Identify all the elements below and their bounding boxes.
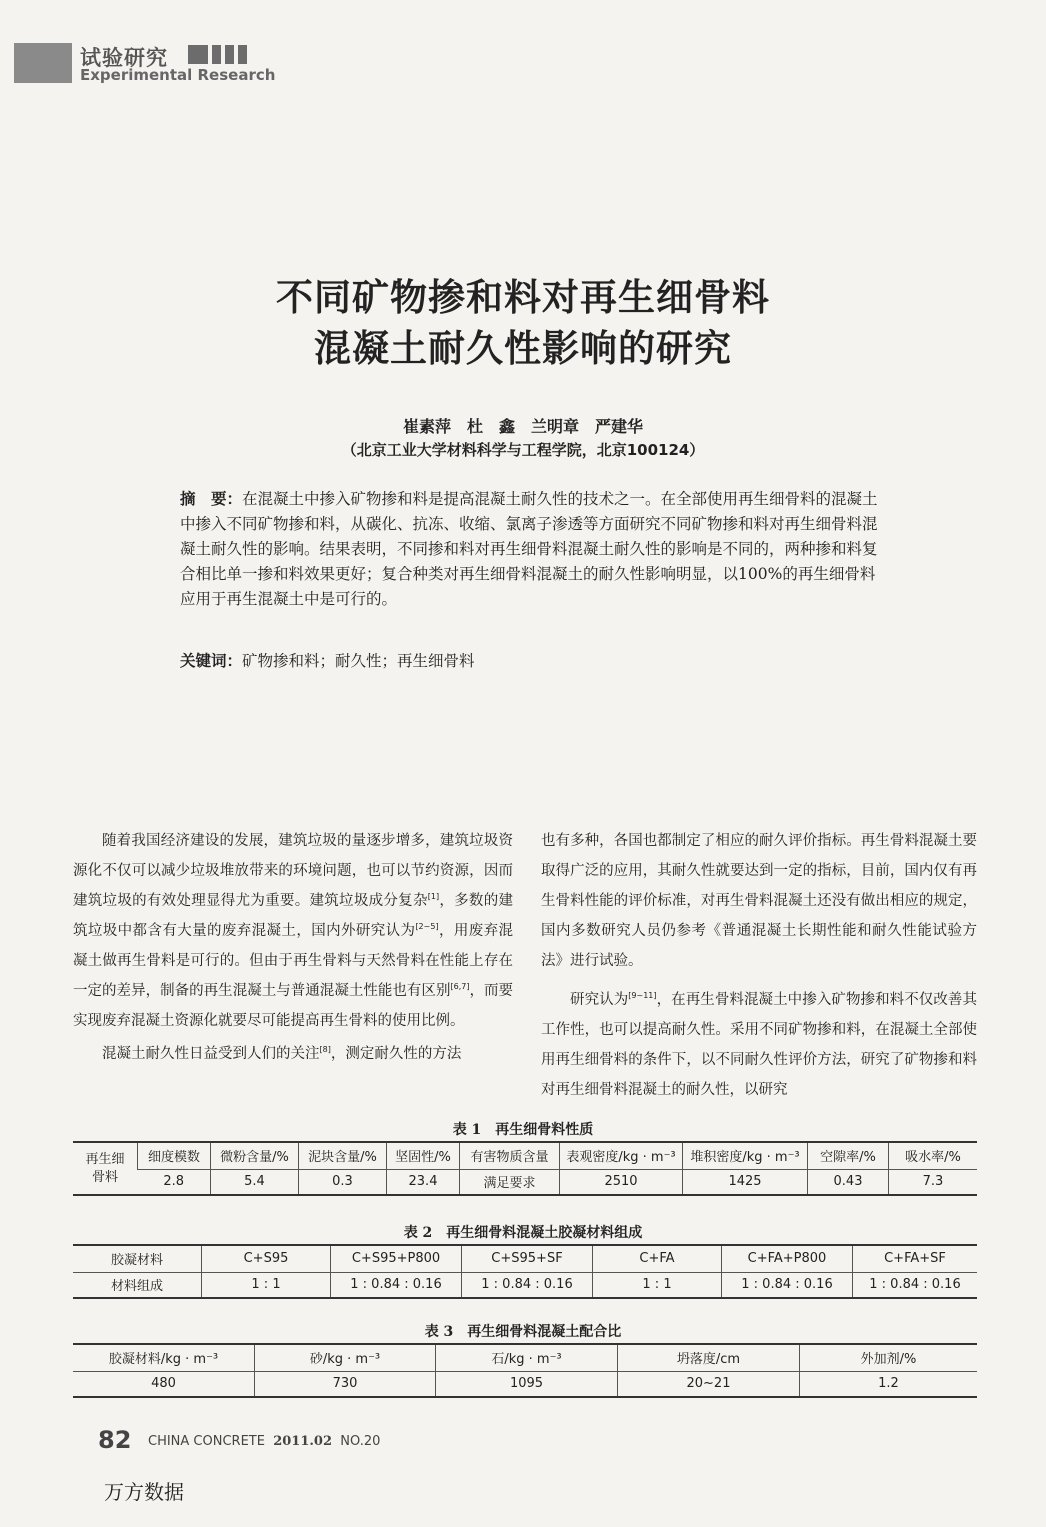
table-header: 外加剂/% bbox=[800, 1344, 978, 1371]
table-header: 泥块含量/% bbox=[299, 1142, 387, 1169]
article-title bbox=[0, 272, 1046, 374]
table1-caption: 表 1 再生细骨料性质 bbox=[452, 1122, 594, 1138]
table-header: 吸水率/% bbox=[889, 1142, 978, 1169]
table-cell: C+S95 bbox=[202, 1245, 331, 1272]
table-header: 有害物质含量 bbox=[460, 1142, 560, 1169]
paragraph: 混凝土耐久性日益受到人们的关注[8]，测定耐久性的方法 bbox=[102, 1045, 462, 1062]
keywords-label: 关键词： bbox=[180, 652, 243, 670]
paragraph: 研究认为[9~11]，在再生骨料混凝土中掺入矿物掺和料不仅改善其工作性，也可以提高耐久性。采用不同矿物掺和料，在混凝土全部使用再生细骨料的条件下，以不同耐久性评价方法，研究了矿物掺和料对再生细骨料混凝土的耐久性，以研究 bbox=[541, 991, 978, 1098]
table-header: 坚固性/% bbox=[387, 1142, 460, 1169]
paragraph: 也有多种，各国也都制定了相应的耐久评价指标。再生骨料混凝土要取得广泛的应用，其耐久性就要达到一定的指标，目前，国内仅有再生骨料性能的评价标准，对再生骨料混凝土还没有做出相应的规定，国内多数研究人员仍参考《普通混凝土长期性能和耐久性能试验方法》进行试验。 bbox=[541, 833, 977, 969]
table-cell: 1.2 bbox=[800, 1371, 978, 1397]
table-header: 砂/kg · m⁻³ bbox=[255, 1344, 436, 1371]
table-cell: 7.3 bbox=[889, 1169, 978, 1195]
body-column-right bbox=[541, 826, 977, 1105]
abstract bbox=[180, 487, 880, 612]
abstract-text: 在混凝土中掺入矿物掺和料是提高混凝土耐久性的技术之一。在全部使用再生细骨料的混凝土中掺入不同矿物掺和料，从碳化、抗冻、收缩、氯离子渗透等方面研究不同矿物掺和料对再生细骨料混凝土耐久性的影响。结果表明，不同掺和料对再生细骨料混凝土耐久性的影响是不同的，两种掺和料复合相比单一掺和料效果更好；复合种类对再生细骨料混凝土的耐久性影响明显，以100%的再生细骨料应用于再生混凝土中是可行的。 bbox=[180, 490, 878, 608]
title-line-1: 不同矿物掺和料对再生细骨料 bbox=[276, 276, 770, 319]
journal-issue: 2011.02 bbox=[273, 1434, 333, 1449]
citation: [1] bbox=[427, 892, 440, 902]
table-cell: C+FA bbox=[593, 1245, 722, 1272]
table-header: 胶凝材料/kg · m⁻³ bbox=[73, 1344, 255, 1371]
table-header: 细度模数 bbox=[138, 1142, 211, 1169]
table2-caption: 表 2 再生细骨料混凝土胶凝材料组成 bbox=[403, 1225, 643, 1241]
table1-row-label: 再生细骨料 bbox=[85, 1151, 125, 1185]
table-cell: C+S95+SF bbox=[462, 1245, 593, 1272]
table1 bbox=[73, 1141, 977, 1196]
paragraph: 随着我国经济建设的发展，建筑垃圾的量逐步增多，建筑垃圾资源化不仅可以减少垃圾堆放带来的环境问题，也可以节约资源，因而建筑垃圾的有效处理显得尤为重要。建筑垃圾成分复杂[1]，多数的建筑垃圾中都含有大量的废弃混凝土，国内外研究认为[2~5]，用废弃混凝土做再生骨料是可行的。但由于再生骨料与天然骨料在性能上存在一定的差异，制备的再生混凝土与普通混凝土性能也有区别[6,7]，而要实现废弃混凝土资源化就要尽可能提高再生骨料的使用比例。 bbox=[73, 833, 514, 1029]
table-header: 胶凝材料 bbox=[73, 1245, 202, 1272]
table-cell: 1425 bbox=[683, 1169, 808, 1195]
table-cell: 1 : 0.84 : 0.16 bbox=[331, 1272, 462, 1298]
table-cell: 1 : 1 bbox=[593, 1272, 722, 1298]
table-cell: 5.4 bbox=[211, 1169, 299, 1195]
keywords-text: 矿物掺和料；耐久性；再生细骨料 bbox=[242, 652, 475, 670]
table-cell: 1 : 1 bbox=[202, 1272, 331, 1298]
table-header: 微粉含量/% bbox=[211, 1142, 299, 1169]
affiliation: （北京工业大学材料科学与工程学院，北京100124） bbox=[341, 441, 705, 459]
table-cell: C+FA+P800 bbox=[722, 1245, 853, 1272]
citation: [8] bbox=[319, 1045, 331, 1055]
header-bar bbox=[14, 43, 72, 83]
journal-info bbox=[148, 1434, 380, 1449]
body-column-left bbox=[73, 826, 513, 1069]
title-line-2: 混凝土耐久性影响的研究 bbox=[314, 327, 732, 370]
table-header: 石/kg · m⁻³ bbox=[436, 1344, 618, 1371]
table-cell: 2.8 bbox=[163, 1174, 185, 1190]
table2 bbox=[73, 1244, 977, 1299]
watermark: 万方数据 bbox=[104, 1480, 184, 1504]
journal-number: NO.20 bbox=[340, 1434, 381, 1449]
table-header: 空隙率/% bbox=[808, 1142, 889, 1169]
abstract-label: 摘 要： bbox=[180, 490, 243, 508]
table-cell: 23.4 bbox=[387, 1169, 460, 1195]
page-number: 82 bbox=[98, 1426, 132, 1454]
table-cell: 730 bbox=[255, 1371, 436, 1397]
table-cell: 满足要求 bbox=[460, 1169, 560, 1195]
table-header: 表观密度/kg · m⁻³ bbox=[560, 1142, 683, 1169]
section-title-en: Experimental Research bbox=[80, 66, 276, 84]
table-cell: 1095 bbox=[436, 1371, 618, 1397]
table-cell: 20~21 bbox=[618, 1371, 800, 1397]
table-cell: 1 : 0.84 : 0.16 bbox=[462, 1272, 593, 1298]
table-cell: C+S95+P800 bbox=[331, 1245, 462, 1272]
citation: [9~11] bbox=[628, 991, 657, 1001]
table3 bbox=[73, 1343, 977, 1398]
authors: 崔素萍 杜 鑫 兰明章 严建华 bbox=[402, 417, 643, 436]
keywords bbox=[180, 649, 880, 674]
table-cell: 2510 bbox=[560, 1169, 683, 1195]
citation: [6,7] bbox=[450, 982, 470, 992]
table-header: 坍落度/cm bbox=[618, 1344, 800, 1371]
table3-caption: 表 3 再生细骨料混凝土配合比 bbox=[424, 1324, 622, 1340]
table-cell: 1 : 0.84 : 0.16 bbox=[722, 1272, 853, 1298]
table-header: 材料组成 bbox=[110, 1279, 163, 1295]
table-cell: 0.3 bbox=[299, 1169, 387, 1195]
journal-name: CHINA CONCRETE bbox=[148, 1434, 265, 1449]
table-header: 堆积密度/kg · m⁻³ bbox=[683, 1142, 808, 1169]
table-cell: 480 bbox=[151, 1376, 176, 1392]
section-title-cn: 试验研究 bbox=[80, 46, 168, 70]
table-cell: 0.43 bbox=[808, 1169, 889, 1195]
citation: [2~5] bbox=[415, 922, 439, 932]
header-decoration bbox=[188, 45, 247, 64]
table-cell: 1 : 0.84 : 0.16 bbox=[853, 1272, 978, 1298]
table-cell: C+FA+SF bbox=[853, 1245, 978, 1272]
